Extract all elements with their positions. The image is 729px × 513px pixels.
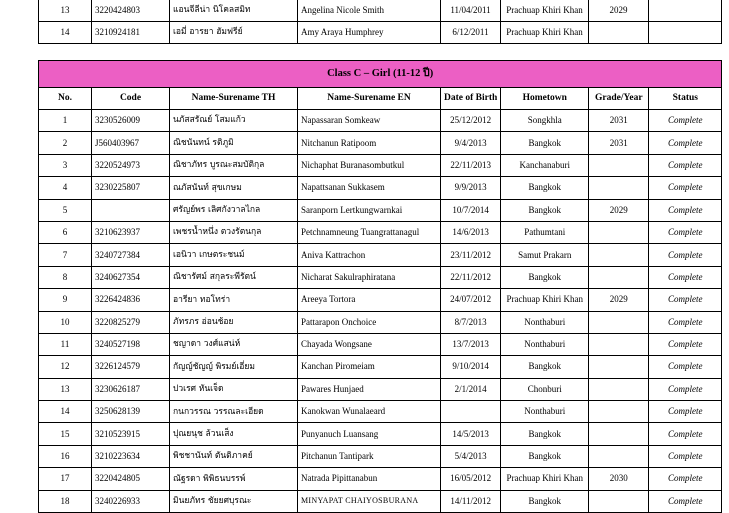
row-code: 3210223634 [92, 445, 170, 467]
row-dob: 10/7/2014 [441, 199, 501, 221]
row-no: 6 [39, 221, 92, 243]
row-no: 1 [39, 110, 92, 132]
row-status: Complete [649, 110, 722, 132]
row-code: 3230626187 [92, 378, 170, 400]
row-hometown: Bangkok [501, 266, 589, 288]
row-dob: 23/11/2012 [441, 244, 501, 266]
row-name-th: เพชรน้ำหนึ่ง ตวงรัตนกุล [170, 221, 298, 243]
table-row [39, 132, 722, 154]
table-row [39, 445, 722, 467]
row-grade [589, 154, 649, 176]
header-code: Code [92, 88, 170, 110]
header-row [39, 88, 722, 110]
row-name-th: ณิชนันทน์ รติภูมิ [170, 132, 298, 154]
row-hometown: Prachuap Khiri Khan [501, 468, 589, 490]
row-dob: 5/4/2013 [441, 445, 501, 467]
row-dob: 24/07/2012 [441, 289, 501, 311]
row-dob: 6/12/2011 [441, 22, 501, 44]
row-hometown: Kanchanaburi [501, 154, 589, 176]
row-grade [589, 445, 649, 467]
row-grade: 2031 [589, 132, 649, 154]
row-code: 3220424805 [92, 468, 170, 490]
row-grade [589, 490, 649, 512]
row-name-en: Amy Araya Humphrey [298, 22, 441, 44]
row-name-th: ศรัญย์พร เลิศกังวาลไกล [170, 199, 298, 221]
row-name-th: มินยภัทร ชัยยศบุรณะ [170, 490, 298, 512]
table-row [39, 154, 722, 176]
row-name-en: Nitchanun Ratipoom [298, 132, 441, 154]
row-dob: 9/10/2014 [441, 356, 501, 378]
table-row [39, 311, 722, 333]
table-row [39, 22, 722, 44]
table-row [39, 333, 722, 355]
row-no: 12 [39, 356, 92, 378]
header-name-th: Name-Surename TH [170, 88, 298, 110]
table-row [39, 423, 722, 445]
row-name-th: เอมี่ อารยา ฮัมฟรีย์ [170, 22, 298, 44]
row-grade: 2029 [589, 199, 649, 221]
row-name-th: ชญาดา วงศ์แสน่ห์ [170, 333, 298, 355]
row-hometown: Bangkok [501, 490, 589, 512]
row-no: 11 [39, 333, 92, 355]
table-row [39, 289, 722, 311]
row-no: 5 [39, 199, 92, 221]
row-hometown: Prachuap Khiri Khan [501, 22, 589, 44]
row-dob: 22/11/2012 [441, 266, 501, 288]
table-row [39, 110, 722, 132]
row-grade: 2031 [589, 110, 649, 132]
row-code: 3240627354 [92, 266, 170, 288]
table-row [39, 0, 722, 22]
row-no: 8 [39, 266, 92, 288]
row-dob: 8/7/2013 [441, 311, 501, 333]
previous-section-table [38, 0, 722, 44]
row-name-th: ณภัสนันท์ สุขเกษม [170, 177, 298, 199]
row-name-th: นภัสสรัณย์ โสมแก้ว [170, 110, 298, 132]
row-status [649, 0, 722, 22]
row-dob: 14/6/2013 [441, 221, 501, 243]
header-name-en: Name-Surename EN [298, 88, 441, 110]
row-status: Complete [649, 221, 722, 243]
row-status: Complete [649, 289, 722, 311]
row-status: Complete [649, 423, 722, 445]
table-row [39, 468, 722, 490]
row-hometown: Bangkok [501, 445, 589, 467]
row-no: 13 [39, 0, 92, 22]
row-name-th: กนกวรรณ วรรณละเอียด [170, 401, 298, 423]
row-hometown: Nonthaburi [501, 311, 589, 333]
row-status [649, 22, 722, 44]
row-code: 3226124579 [92, 356, 170, 378]
row-no: 17 [39, 468, 92, 490]
row-status: Complete [649, 154, 722, 176]
row-name-th: ปุณยนุช ล้วนเส็ง [170, 423, 298, 445]
row-no: 2 [39, 132, 92, 154]
row-dob: 22/11/2013 [441, 154, 501, 176]
header-dob: Date of Birth [441, 88, 501, 110]
row-name-th: อารียา ทอโทร่า [170, 289, 298, 311]
row-grade: 2029 [589, 289, 649, 311]
row-name-th: ณิชารัศม์ สกุลระพีรัตน์ [170, 266, 298, 288]
row-dob: 2/1/2014 [441, 378, 501, 400]
row-name-en: Aniva Kattrachon [298, 244, 441, 266]
row-dob: 16/05/2012 [441, 468, 501, 490]
row-dob: 11/04/2011 [441, 0, 501, 22]
row-dob: 9/9/2013 [441, 177, 501, 199]
row-dob: 13/7/2013 [441, 333, 501, 355]
row-no: 10 [39, 311, 92, 333]
row-no: 14 [39, 401, 92, 423]
row-hometown: Pathumtani [501, 221, 589, 243]
table-row [39, 266, 722, 288]
row-code: 3230526009 [92, 110, 170, 132]
header-status: Status [649, 88, 722, 110]
row-name-en: Natrada Pipittanabun [298, 468, 441, 490]
row-no: 3 [39, 154, 92, 176]
row-name-en: Areeya Tortora [298, 289, 441, 311]
row-grade [589, 356, 649, 378]
row-code: 3240527198 [92, 333, 170, 355]
row-dob: 14/5/2013 [441, 423, 501, 445]
row-grade [589, 266, 649, 288]
row-status: Complete [649, 356, 722, 378]
row-hometown: Bangkok [501, 356, 589, 378]
row-code: 3250628139 [92, 401, 170, 423]
row-no: 16 [39, 445, 92, 467]
row-status: Complete [649, 401, 722, 423]
row-grade: 2030 [589, 468, 649, 490]
row-grade [589, 311, 649, 333]
row-name-en: MINYAPAT CHAIYOSBURANA [298, 490, 441, 512]
row-status: Complete [649, 311, 722, 333]
row-name-th: ปวเรศ หันเจ็ด [170, 378, 298, 400]
row-no: 9 [39, 289, 92, 311]
row-name-th: ณิชาภัทร บูรณะสมบัติกุล [170, 154, 298, 176]
row-status: Complete [649, 445, 722, 467]
row-name-en: Kanokwan Wunalaeard [298, 401, 441, 423]
row-grade [589, 378, 649, 400]
table-row [39, 244, 722, 266]
row-status: Complete [649, 199, 722, 221]
class-c-girl-body [39, 110, 722, 513]
row-name-en: Pawares Hunjaed [298, 378, 441, 400]
row-grade [589, 333, 649, 355]
row-no: 4 [39, 177, 92, 199]
row-code: 3220524973 [92, 154, 170, 176]
row-grade [589, 423, 649, 445]
row-status: Complete [649, 468, 722, 490]
header-grade: Grade/Year [589, 88, 649, 110]
section-title: Class C – Girl (11-12 ปี) [39, 61, 722, 88]
row-code: 3240226933 [92, 490, 170, 512]
row-code: 3220424803 [92, 0, 170, 22]
row-no: 7 [39, 244, 92, 266]
row-hometown: Nonthaburi [501, 401, 589, 423]
row-name-en: Chayada Wongsane [298, 333, 441, 355]
row-grade [589, 177, 649, 199]
row-dob: 25/12/2012 [441, 110, 501, 132]
table-row [39, 221, 722, 243]
row-hometown: Prachuap Khiri Khan [501, 0, 589, 22]
row-name-th: ภัทรภร อ่อนช้อย [170, 311, 298, 333]
row-name-en: Pitchanun Tantipark [298, 445, 441, 467]
row-name-en: Punyanuch Luansang [298, 423, 441, 445]
previous-section-body [39, 0, 722, 44]
row-hometown: Bangkok [501, 177, 589, 199]
row-status: Complete [649, 177, 722, 199]
row-name-en: Nicharat Sakulraphiratana [298, 266, 441, 288]
row-status: Complete [649, 378, 722, 400]
row-code: J560403967 [92, 132, 170, 154]
row-grade: 2029 [589, 0, 649, 22]
row-dob [441, 401, 501, 423]
row-hometown: Bangkok [501, 199, 589, 221]
row-hometown: Prachuap Khiri Khan [501, 289, 589, 311]
row-name-en: Napassaran Somkeaw [298, 110, 441, 132]
section-banner-row [39, 61, 722, 88]
row-name-en: Angelina Nicole Smith [298, 0, 441, 22]
row-name-th: พิชชานันท์ ตันติภาคย์ [170, 445, 298, 467]
row-no: 15 [39, 423, 92, 445]
table-row [39, 177, 722, 199]
row-name-en: Nichaphat Buranasombutkul [298, 154, 441, 176]
row-code: 3210623937 [92, 221, 170, 243]
row-hometown: Songkhla [501, 110, 589, 132]
row-grade [589, 221, 649, 243]
table-row [39, 199, 722, 221]
row-code: 3230225807 [92, 177, 170, 199]
row-grade [589, 244, 649, 266]
row-no: 13 [39, 378, 92, 400]
row-status: Complete [649, 266, 722, 288]
row-hometown: Samut Prakarn [501, 244, 589, 266]
row-hometown: Bangkok [501, 132, 589, 154]
row-status: Complete [649, 333, 722, 355]
class-c-girl-table [38, 60, 722, 513]
row-dob: 14/11/2012 [441, 490, 501, 512]
row-hometown: Bangkok [501, 423, 589, 445]
row-name-en: Pattarapon Onchoice [298, 311, 441, 333]
header-no: No. [39, 88, 92, 110]
table-row [39, 378, 722, 400]
table-row [39, 401, 722, 423]
row-grade [589, 22, 649, 44]
row-name-th: เอนิวา เกษตระชนม์ [170, 244, 298, 266]
row-name-th: แอนจีลีน่า นิโคลสมิท [170, 0, 298, 22]
row-name-en: Saranporn Lertkungwarnkai [298, 199, 441, 221]
row-code: 3240727384 [92, 244, 170, 266]
row-name-en: Petchnamneung Tuangrattanagul [298, 221, 441, 243]
header-hometown: Hometown [501, 88, 589, 110]
row-name-en: Kanchan Piromeiam [298, 356, 441, 378]
row-code [92, 199, 170, 221]
row-no: 18 [39, 490, 92, 512]
row-dob: 9/4/2013 [441, 132, 501, 154]
row-hometown: Chonburi [501, 378, 589, 400]
row-code: 3210924181 [92, 22, 170, 44]
row-code: 3210523915 [92, 423, 170, 445]
row-status: Complete [649, 132, 722, 154]
row-grade [589, 401, 649, 423]
row-name-th: กัญญ์ชัญญ์ พิรมย์เอี่ยม [170, 356, 298, 378]
table-row [39, 356, 722, 378]
row-no: 14 [39, 22, 92, 44]
row-status: Complete [649, 244, 722, 266]
table-row [39, 490, 722, 512]
row-name-th: ณัฐรดา พิพิธนบรรพ์ [170, 468, 298, 490]
row-hometown: Nonthaburi [501, 333, 589, 355]
row-code: 3220825279 [92, 311, 170, 333]
row-code: 3226424836 [92, 289, 170, 311]
row-status: Complete [649, 490, 722, 512]
row-name-en: Napattsanan Sukkasem [298, 177, 441, 199]
